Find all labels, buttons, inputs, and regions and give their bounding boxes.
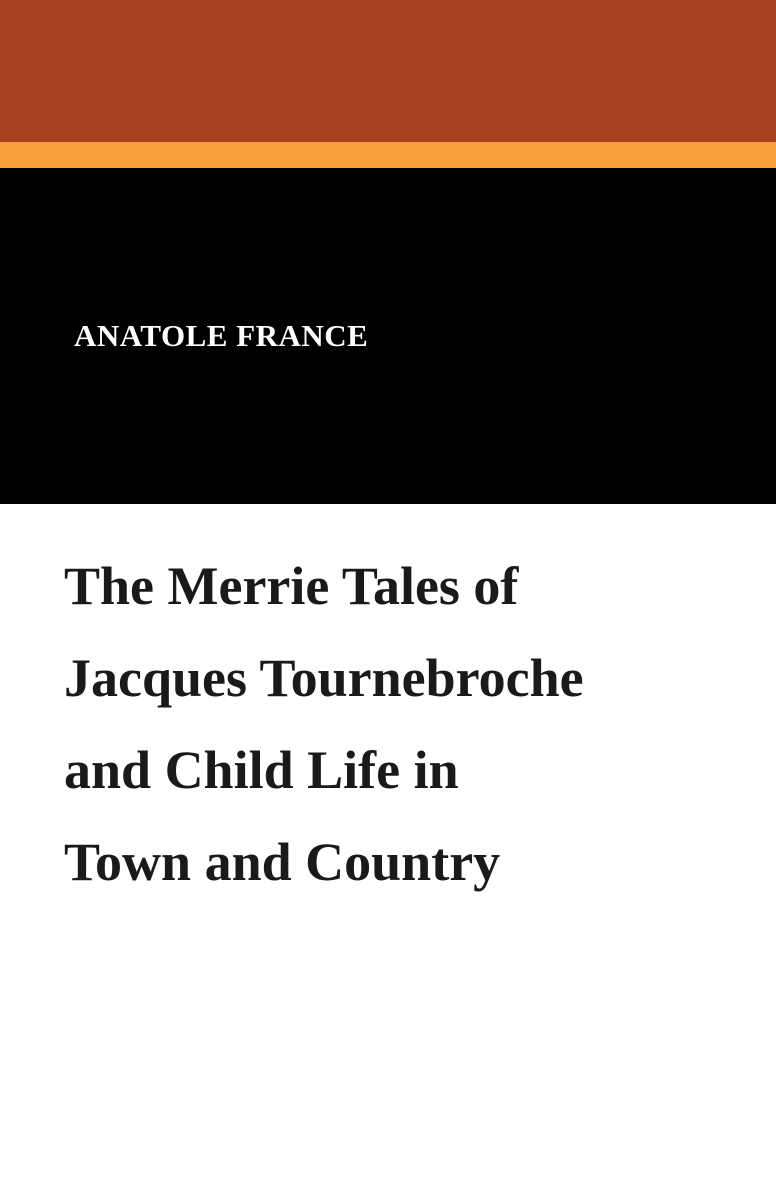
- book-title: [64, 540, 754, 908]
- accent-stripe: [0, 142, 776, 168]
- author-name: ANATOLE FRANCE: [74, 318, 369, 353]
- title-line-2: Jacques Tournebroche: [64, 648, 584, 708]
- top-color-band: [0, 0, 776, 142]
- title-line-1: The Merrie Tales of: [64, 556, 519, 616]
- title-line-4: Town and Country: [64, 832, 501, 892]
- title-line-3: and Child Life in: [64, 740, 459, 800]
